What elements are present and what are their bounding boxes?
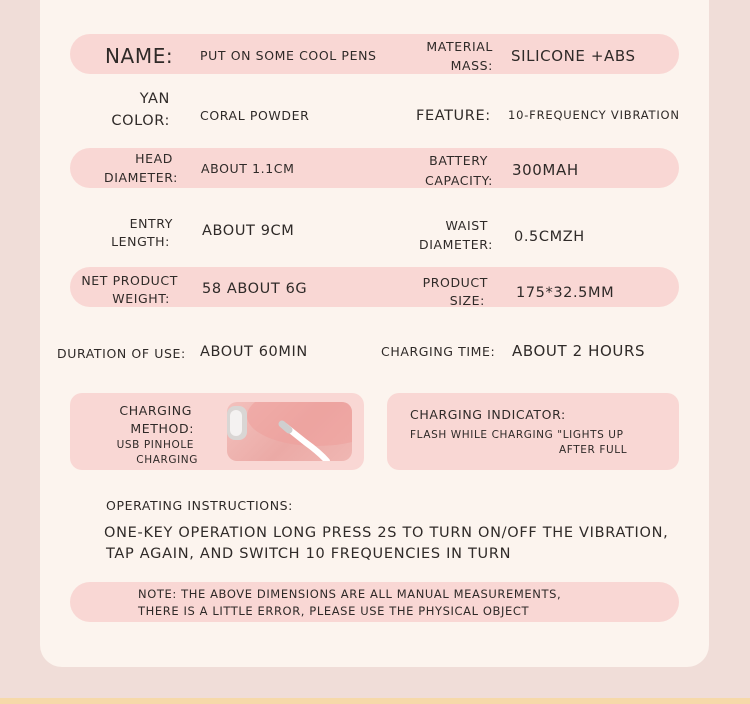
battery-label-line2: CAPACITY: — [425, 173, 493, 188]
note-line-2: THERE IS A LITTLE ERROR, PLEASE USE THE PHYSICAL OBJECT — [138, 604, 530, 618]
feature-value: 10-FREQUENCY VIBRATION — [508, 108, 680, 122]
duration-label: DURATION OF USE: — [57, 346, 186, 361]
material-label-line1: MATERIAL — [426, 39, 493, 54]
charging-method-label-line2: METHOD: — [130, 421, 194, 436]
color-label-line1: YAN — [139, 91, 170, 107]
instructions-line-2: TAP AGAIN, AND SWITCH 10 FREQUENCIES IN TURN — [106, 546, 512, 562]
charging-method-label-line1: CHARGING — [119, 403, 192, 418]
usb-cable-icon — [227, 402, 352, 461]
entry-label-line2: LENGTH: — [111, 234, 170, 249]
instructions-heading: OPERATING INSTRUCTIONS: — [106, 498, 293, 513]
instructions-line-1: ONE-KEY OPERATION LONG PRESS 2S TO TURN ON/OFF THE VIBRATION, — [104, 525, 669, 541]
color-label-line2: COLOR: — [111, 113, 170, 129]
material-label-line2: MASS: — [450, 58, 493, 73]
charging-indicator-value-line2: AFTER FULL — [559, 444, 628, 456]
bottom-strip — [0, 698, 750, 704]
waist-value: 0.5CMZH — [514, 229, 585, 245]
head-label-line1: HEAD — [135, 151, 173, 166]
usb-pinhole-photo — [227, 402, 352, 461]
battery-value: 300MAH — [512, 161, 579, 179]
head-label-line2: DIAMETER: — [104, 170, 178, 185]
charging-time-value: ABOUT 2 HOURS — [512, 342, 646, 360]
feature-label: FEATURE: — [416, 108, 491, 124]
entry-label-line1: ENTRY — [129, 216, 173, 231]
weight-label-line2: WEIGHT: — [112, 291, 170, 306]
charging-indicator-label: CHARGING INDICATOR: — [410, 407, 566, 422]
weight-label-line1: NET PRODUCT — [81, 273, 178, 288]
color-value: CORAL POWDER — [200, 108, 310, 123]
note-line-1: NOTE: THE ABOVE DIMENSIONS ARE ALL MANUAL MEASUREMENTS, — [138, 587, 562, 601]
entry-value: ABOUT 9CM — [202, 223, 295, 239]
charging-time-label: CHARGING TIME: — [381, 344, 496, 359]
weight-value: 58 ABOUT 6G — [202, 281, 308, 297]
charging-method-value-line2: CHARGING — [136, 454, 198, 466]
head-value: ABOUT 1.1CM — [201, 161, 295, 176]
material-value: SILICONE +ABS — [511, 47, 636, 65]
size-label-line2: SIZE: — [449, 293, 485, 308]
size-label-line1: PRODUCT — [422, 275, 488, 290]
waist-label-line1: WAIST — [445, 218, 488, 233]
name-value: PUT ON SOME COOL PENS — [200, 48, 377, 63]
charging-indicator-value-line1: FLASH WHILE CHARGING "LIGHTS UP — [410, 429, 624, 441]
name-label: NAME: — [105, 44, 174, 68]
size-value: 175*32.5MM — [516, 285, 615, 301]
battery-label-line1: BATTERY — [429, 153, 488, 168]
waist-label-line2: DIAMETER: — [419, 237, 493, 252]
charging-method-value-line1: USB PINHOLE — [116, 439, 194, 451]
duration-value: ABOUT 60MIN — [200, 344, 308, 360]
